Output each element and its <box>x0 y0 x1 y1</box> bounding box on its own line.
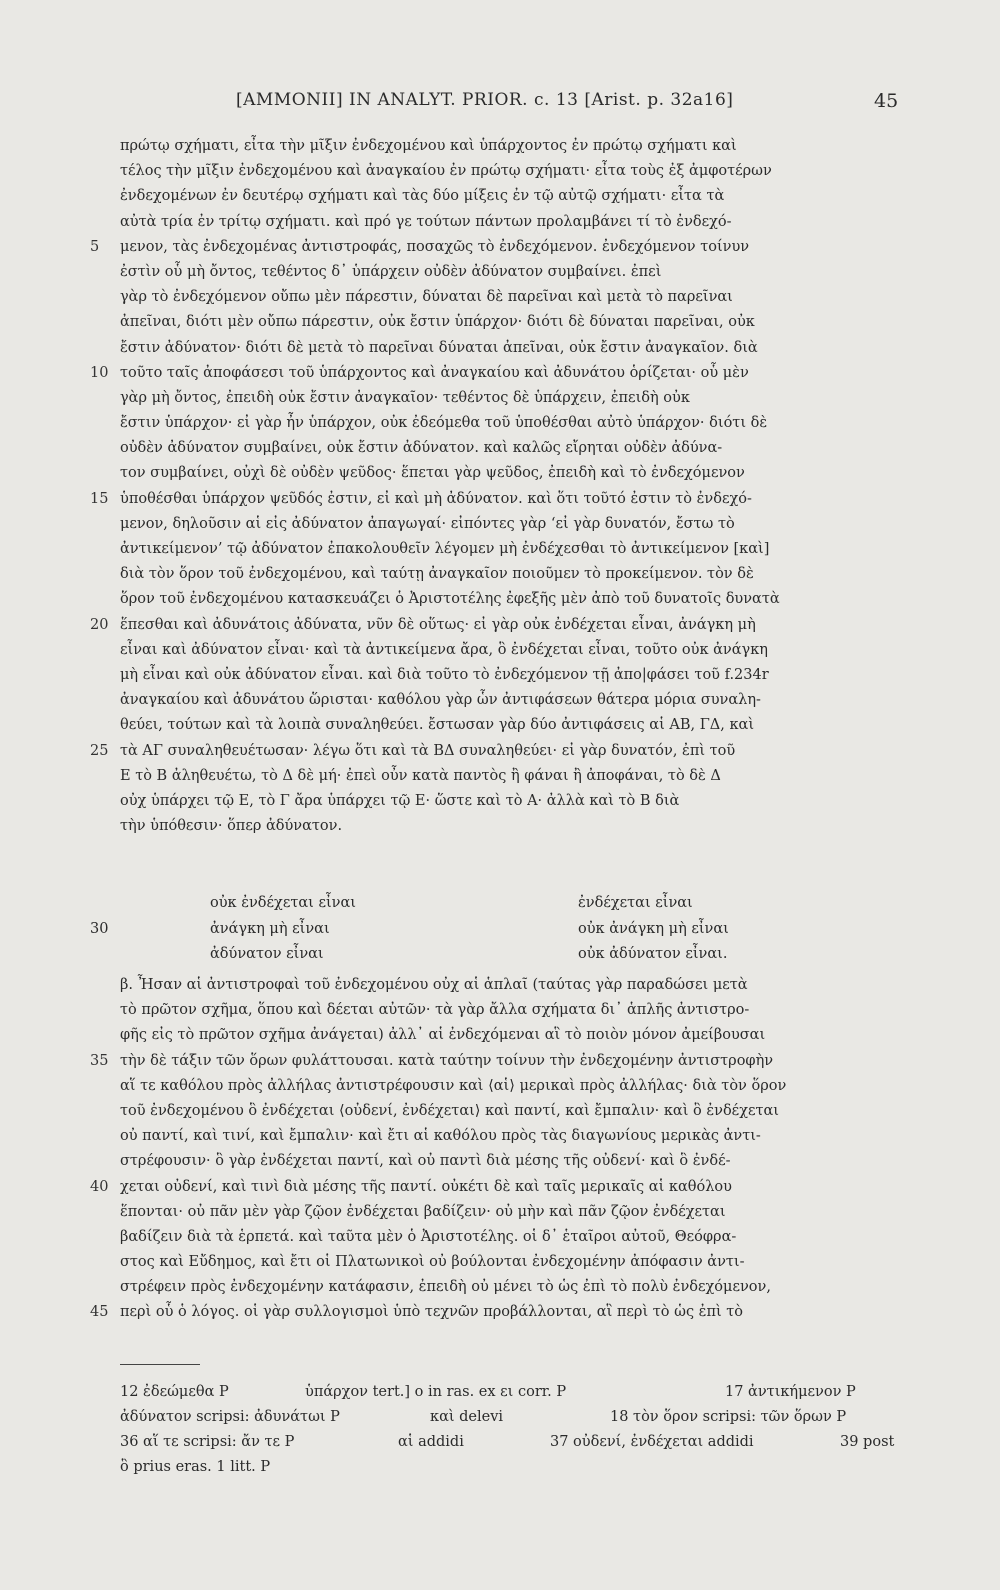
text-line <box>0 214 1000 239</box>
text-line <box>0 264 1000 289</box>
line-text: ἀναγκαίου καὶ ἀδυνάτου ὥρισται· καθόλου γὰρ ὧν ἀντιφάσεων θάτερα μόρια συναλη- <box>120 692 761 709</box>
apparatus-note: 18 τὸν ὅρον scripsi: τῶν ὅρων P <box>610 1409 847 1425</box>
line-text: τον συμβαίνει, οὐχὶ δὲ οὐδὲν ψεῦδος· ἕπεται γὰρ ψεῦδος, ἐπειδὴ καὶ τὸ ἐνδεχόμενον <box>120 465 745 482</box>
line-text: περὶ οὗ ὁ λόγος. οἱ γὰρ συλλογισμοὶ ὑπὸ τεχνῶν προβάλλονται, αἳ περὶ τὸ ὡς ἐπὶ τὸ <box>120 1304 744 1321</box>
line-text: μὴ εἶναι καὶ οὐκ ἀδύνατον εἶναι. καὶ διὰ τοῦτο τὸ ἐνδεχόμενον τῇ ἀπο|φάσει τοῦ f.234r <box>120 666 769 683</box>
line-text: ἕπεσθαι καὶ ἀδυνάτοις ἀδύνατα, νῦν δὲ οὕτως· εἰ γὰρ οὐκ ἐνδέχεται εἶναι, ἀνάγκη μὴ <box>120 616 756 633</box>
text-line <box>0 743 1000 768</box>
modal-table <box>0 895 1000 972</box>
running-header <box>0 90 1000 120</box>
text-line <box>0 340 1000 365</box>
line-text: ὑποθέσθαι ὑπάρχον ψεῦδός ἐστιν, εἰ καὶ μὴ ἀδύνατον. καὶ ὅτι τοῦτό ἐστιν τὸ ἐνδεχό- <box>120 490 752 507</box>
text-line <box>0 617 1000 642</box>
text-line <box>0 163 1000 188</box>
line-number: 35 <box>90 1052 109 1069</box>
text-line <box>0 365 1000 390</box>
text-line <box>0 239 1000 264</box>
text-line <box>0 1279 1000 1304</box>
table-left-cell: ἀνάγκη μὴ εἶναι <box>210 920 330 937</box>
text-line <box>0 1103 1000 1128</box>
line-text: τοῦ ἐνδεχομένου ὃ ἐνδέχεται ⟨οὐδενί, ἐνδέχεται⟩ καὶ παντί, καὶ ἔμπαλιν· καὶ ὃ ἐνδέχεται <box>120 1102 779 1119</box>
line-number: 10 <box>90 364 109 381</box>
text-line <box>0 566 1000 591</box>
main-text-block-1 <box>0 138 1000 843</box>
line-text: διὰ τὸν ὅρον τοῦ ἐνδεχομένου, καὶ ταύτῃ ἀναγκαῖον ποιοῦμεν τὸ προκείμενον. τὸν δὲ <box>120 566 754 583</box>
line-number: 45 <box>90 1304 109 1321</box>
line-text: αὐτὰ τρία ἐν τρίτῳ σχήματι. καὶ πρό γε τούτων πάντων προλαμβάνει τί τὸ ἐνδεχό- <box>120 213 732 230</box>
line-text: τὴν ὑπόθεσιν· ὅπερ ἀδύνατον. <box>120 818 343 835</box>
text-line <box>0 1179 1000 1204</box>
apparatus-note: καὶ delevi <box>430 1409 504 1425</box>
text-line <box>0 415 1000 440</box>
text-line <box>0 591 1000 616</box>
text-line <box>0 465 1000 490</box>
text-line <box>0 1153 1000 1178</box>
line-text: γὰρ τὸ ἐνδεχόμενον οὔπω μὲν πάρεστιν, δύναται δὲ παρεῖναι καὶ μετὰ τὸ παρεῖναι <box>120 289 733 306</box>
text-line <box>0 289 1000 314</box>
apparatus-note: ὃ prius eras. 1 litt. P <box>120 1459 271 1475</box>
text-line <box>0 188 1000 213</box>
text-line <box>0 516 1000 541</box>
line-text: χεται οὐδενί, καὶ τινὶ διὰ μέσης τῆς παντί. οὐκέτι δὲ καὶ ταῖς μερικαῖς αἱ καθόλου <box>120 1178 732 1195</box>
text-line <box>0 717 1000 742</box>
line-text: μενον, δηλοῦσιν αἱ εἰς ἀδύνατον ἀπαγωγαί· εἰπόντες γὰρ ‘εἰ γὰρ δυνατόν, ἔστω τὸ <box>120 515 735 532</box>
text-line <box>0 1027 1000 1052</box>
text-line <box>0 1204 1000 1229</box>
line-text: β. Ἦσαν αἱ ἀντιστροφαὶ τοῦ ἐνδεχομένου οὐχ αἱ ἁπλαῖ (ταύτας γὰρ παραδώσει μετὰ <box>120 977 748 993</box>
line-text: αἵ τε καθόλου πρὸς ἀλλήλας ἀντιστρέφουσιν καὶ ⟨αἱ⟩ μερικαὶ πρὸς ἀλλήλας· διὰ τὸν ὅρον <box>120 1077 787 1094</box>
text-line <box>0 1128 1000 1153</box>
table-right-cell: ἐνδέχεται εἶναι <box>578 895 693 911</box>
table-left-cell: οὐκ ἐνδέχεται εἶναι <box>210 895 356 911</box>
line-text: πρώτῳ σχήματι, εἶτα τὴν μῖξιν ἐνδεχομένου καὶ ὑπάρχοντος ἐν πρώτῳ σχήματι καὶ <box>120 138 737 154</box>
text-line <box>0 1229 1000 1254</box>
line-text: τὸ πρῶτον σχῆμα, ὅπου καὶ δέεται αὐτῶν· τὰ γὰρ ἄλλα σχήματα δι᾽ ἁπλῆς ἀντιστρο- <box>120 1002 750 1019</box>
line-number: 20 <box>90 616 109 633</box>
line-text: οὐχ ὑπάρχει τῷ Ε, τὸ Γ ἄρα ὑπάρχει τῷ Ε· ὥστε καὶ τὸ Α· ἀλλὰ καὶ τὸ Β διὰ <box>120 792 680 809</box>
text-line <box>0 818 1000 843</box>
line-text: ἕπονται· οὐ πᾶν μὲν γὰρ ζῷον ἐνδέχεται βαδίζειν· οὐ μὴν καὶ πᾶν ζῷον ἐνδέχεται <box>120 1203 726 1220</box>
line-number: 30 <box>90 920 109 937</box>
text-line <box>0 1053 1000 1078</box>
apparatus-note: 36 αἵ τε scripsi: ἄν τε P <box>120 1434 295 1450</box>
apparatus-criticus <box>120 1384 920 1484</box>
main-text-block-2 <box>0 977 1000 1330</box>
line-text: φῆς εἰς τὸ πρῶτον σχῆμα ἀνάγεται) ἀλλ᾽ αἱ ἐνδεχόμεναι αἳ τὸ ποιὸν μόνον ἀμείβουσαι <box>120 1027 766 1044</box>
text-line <box>0 642 1000 667</box>
apparatus-note: 12 ἐδεώμεθα P <box>120 1384 229 1400</box>
line-text: ἔστιν ὑπάρχον· εἰ γὰρ ἦν ὑπάρχον, οὐκ ἐδεόμεθα τοῦ ὑποθέσθαι αὐτὸ ὑπάρχον· διότι δὲ <box>120 415 768 432</box>
text-line <box>0 667 1000 692</box>
text-line <box>0 793 1000 818</box>
text-line <box>0 541 1000 566</box>
line-text: βαδίζειν διὰ τὰ ἑρπετά. καὶ ταῦτα μὲν ὁ Ἀριστοτέλης. οἱ δ᾽ ἑταῖροι αὐτοῦ, Θεόφρα- <box>120 1228 737 1245</box>
line-text: θεύει, τούτων καὶ τὰ λοιπὰ συναληθεύει. ἔστωσαν γὰρ δύο ἀντιφάσεις αἱ ΑΒ, ΓΔ, καὶ <box>120 717 754 734</box>
line-text: οὐ παντί, καὶ τινί, καὶ ἔμπαλιν· καὶ ἔτι αἱ καθόλου πρὸς τὰς διαγωνίους μερικὰς ἀντι- <box>120 1128 761 1145</box>
text-line <box>0 1002 1000 1027</box>
line-text: ἔστιν ἀδύνατον· διότι δὲ μετὰ τὸ παρεῖναι δύναται ἀπεῖναι, οὐκ ἔστιν ἀναγκαῖον. διὰ <box>120 339 758 356</box>
text-line <box>0 977 1000 1002</box>
text-line <box>0 138 1000 163</box>
line-text: τοῦτο ταῖς ἀποφάσεσι τοῦ ὑπάρχοντος καὶ ἀναγκαίου καὶ ἀδυνάτου ὁρίζεται· οὗ μὲν <box>120 364 749 381</box>
line-number: 25 <box>90 742 109 759</box>
apparatus-note: 37 οὐδενί, ἐνδέχεται addidi <box>550 1434 754 1450</box>
text-line <box>0 390 1000 415</box>
line-number: 15 <box>90 490 109 507</box>
line-text: μενον, τὰς ἐνδεχομένας ἀντιστροφάς, ποσαχῶς τὸ ἐνδεχόμενον. ἐνδεχόμενον τοίνυν <box>120 238 750 255</box>
line-text: εἶναι καὶ ἀδύνατον εἶναι· καὶ τὰ ἀντικείμενα ἄρα, ὃ ἐνδέχεται εἶναι, τοῦτο οὐκ ἀνάγκη <box>120 641 768 658</box>
footnote-rule <box>120 1364 200 1365</box>
apparatus-note: ὑπάρχον tert.] o in ras. ex ει corr. P <box>305 1384 567 1400</box>
table-left-cell: ἀδύνατον εἶναι <box>210 946 324 962</box>
text-line <box>0 1254 1000 1279</box>
table-right-cell: οὐκ ἀνάγκη μὴ εἶναι <box>578 920 729 937</box>
text-line <box>0 314 1000 339</box>
apparatus-note: αἱ addidi <box>398 1434 464 1450</box>
header-title: [AMMONII] IN ANALYT. PRIOR. c. 13 [Arist. p. 32a16] <box>236 90 734 110</box>
text-line <box>0 692 1000 717</box>
line-text: ἐνδεχομένων ἐν δευτέρῳ σχήματι καὶ τὰς δύο μίξεις ἐν τῷ αὐτῷ σχήματι· εἶτα τὰ <box>120 188 725 205</box>
line-text: γὰρ μὴ ὄντος, ἐπειδὴ οὐκ ἔστιν ἀναγκαῖον· τεθέντος δὲ ὑπάρχειν, ἐπειδὴ οὐκ <box>120 389 690 406</box>
line-text: οὐδὲν ἀδύνατον συμβαίνει, οὐκ ἔστιν ἀδύνατον. καὶ καλῶς εἴρηται οὐδὲν ἀδύνα- <box>120 440 723 457</box>
line-text: τὴν δὲ τάξιν τῶν ὅρων φυλάττουσαι. κατὰ ταύτην τοίνυν τὴν ἐνδεχομένην ἀντιστροφὴν <box>120 1052 774 1069</box>
line-text: στος καὶ Εὔδημος, καὶ ἔτι οἱ Πλατωνικοὶ οὐ βούλονται ἐνδεχομένην ἀπόφασιν ἀντι- <box>120 1254 745 1271</box>
apparatus-note: 39 post <box>840 1434 895 1450</box>
line-text: ἀντικείμενον’ τῷ ἀδύνατον ἐπακολουθεῖν λέγομεν μὴ ἐνδέχεσθαι τὸ ἀντικείμενον [καὶ] <box>120 541 770 557</box>
text-line <box>0 1304 1000 1329</box>
text-line <box>0 440 1000 465</box>
line-text: ἀπεῖναι, διότι μὲν οὔπω πάρεστιν, οὐκ ἔστιν ὑπάρχον· διότι δὲ δύναται παρεῖναι, οὐκ <box>120 314 755 331</box>
line-text: ἐστὶν οὗ μὴ ὄντος, τεθέντος δ᾽ ὑπάρχειν οὐδὲν ἀδύνατον συμβαίνει. ἐπεὶ <box>120 263 662 280</box>
page-number: 45 <box>874 90 899 112</box>
line-number: 5 <box>90 238 100 255</box>
line-text: τὰ ΑΓ συναληθευέτωσαν· λέγω ὅτι καὶ τὰ ΒΔ συναληθεύει· εἰ γὰρ δυνατόν, ἐπὶ τοῦ <box>120 742 736 759</box>
line-text: στρέφειν πρὸς ἐνδεχομένην κατάφασιν, ἐπειδὴ οὐ μένει τὸ ὡς ἐπὶ τὸ πολὺ ἐνδεχόμενον, <box>120 1279 771 1296</box>
apparatus-note: 17 ἀντικήμενον P <box>725 1384 856 1400</box>
line-text: Ε τὸ Β ἀληθευέτω, τὸ Δ δὲ μή· ἐπεὶ οὖν κατὰ παντὸς ἢ φάναι ἢ ἀποφάναι, τὸ δὲ Δ <box>120 767 721 784</box>
text-line <box>0 768 1000 793</box>
table-right-cell: οὐκ ἀδύνατον εἶναι. <box>578 946 728 962</box>
text-line <box>0 491 1000 516</box>
line-text: στρέφουσιν· ὃ γὰρ ἐνδέχεται παντί, καὶ οὐ παντὶ διὰ μέσης τῆς οὐδενί· καὶ ὃ ἐνδέ- <box>120 1153 731 1170</box>
text-line <box>0 1078 1000 1103</box>
apparatus-note: ἀδύνατον scripsi: ἀδυνάτωι P <box>120 1409 340 1425</box>
line-number: 40 <box>90 1178 109 1195</box>
line-text: ὅρον τοῦ ἐνδεχομένου κατασκευάζει ὁ Ἀριστοτέλης ἐφεξῆς μὲν ἀπὸ τοῦ δυνατοῖς δυνατὰ <box>120 591 780 608</box>
line-text: τέλος τὴν μῖξιν ἐνδεχομένου καὶ ἀναγκαίου ἐν πρώτῳ σχήματι· εἶτα τοὺς ἐξ ἀμφοτέρων <box>120 163 772 180</box>
